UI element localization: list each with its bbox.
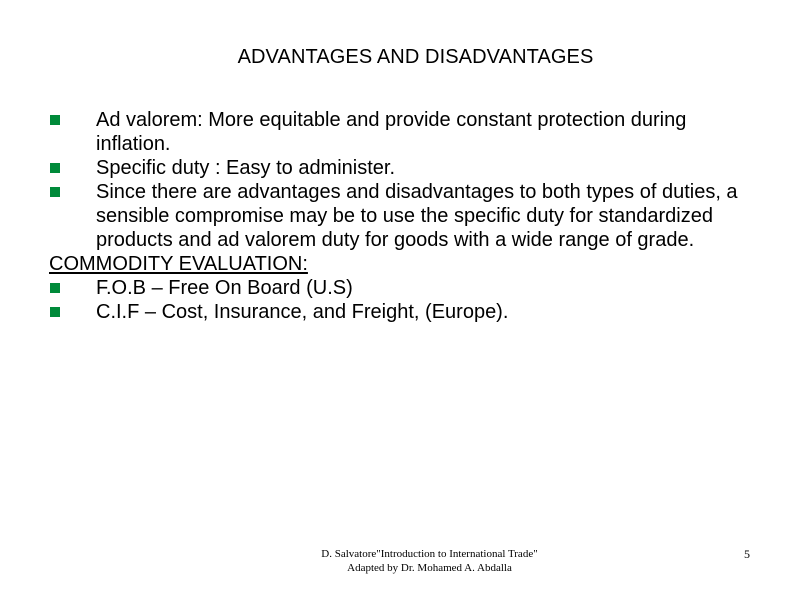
bullet-text: Since there are advantages and disadvantages to both types of duties, a sensible compromise may be to use the specific duty for standardized products and ad valorem duty for goods with a wide range of grade. [96, 181, 738, 251]
square-bullet-icon [50, 115, 60, 125]
square-bullet-icon [50, 307, 60, 317]
bullet-item [0, 156, 799, 180]
bullet-item [0, 180, 799, 252]
bullet-item [0, 276, 799, 300]
footer-line-author: Adapted by Dr. Mohamed A. Abdalla [347, 562, 512, 574]
square-bullet-icon [50, 283, 60, 293]
footer-citation [0, 547, 799, 575]
bullet-text: Ad valorem: More equitable and provide constant protection during inflation. [96, 109, 687, 155]
slide-title: ADVANTAGES AND DISADVANTAGES [237, 46, 594, 68]
footer-line-source: D. Salvatore"Introduction to International Trade" [321, 548, 538, 560]
bullet-item [0, 300, 799, 324]
bullet-list [0, 108, 799, 324]
square-bullet-icon [50, 163, 60, 173]
section-heading: COMMODITY EVALUATION: [49, 253, 308, 275]
square-bullet-icon [50, 187, 60, 197]
page-number: 5 [744, 547, 750, 561]
bullet-item [0, 108, 799, 156]
bullet-text: Specific duty : Easy to administer. [96, 157, 396, 179]
bullet-text: C.I.F – Cost, Insurance, and Freight, (Europe). [96, 301, 509, 323]
bullet-text: F.O.B – Free On Board (U.S) [96, 277, 353, 299]
